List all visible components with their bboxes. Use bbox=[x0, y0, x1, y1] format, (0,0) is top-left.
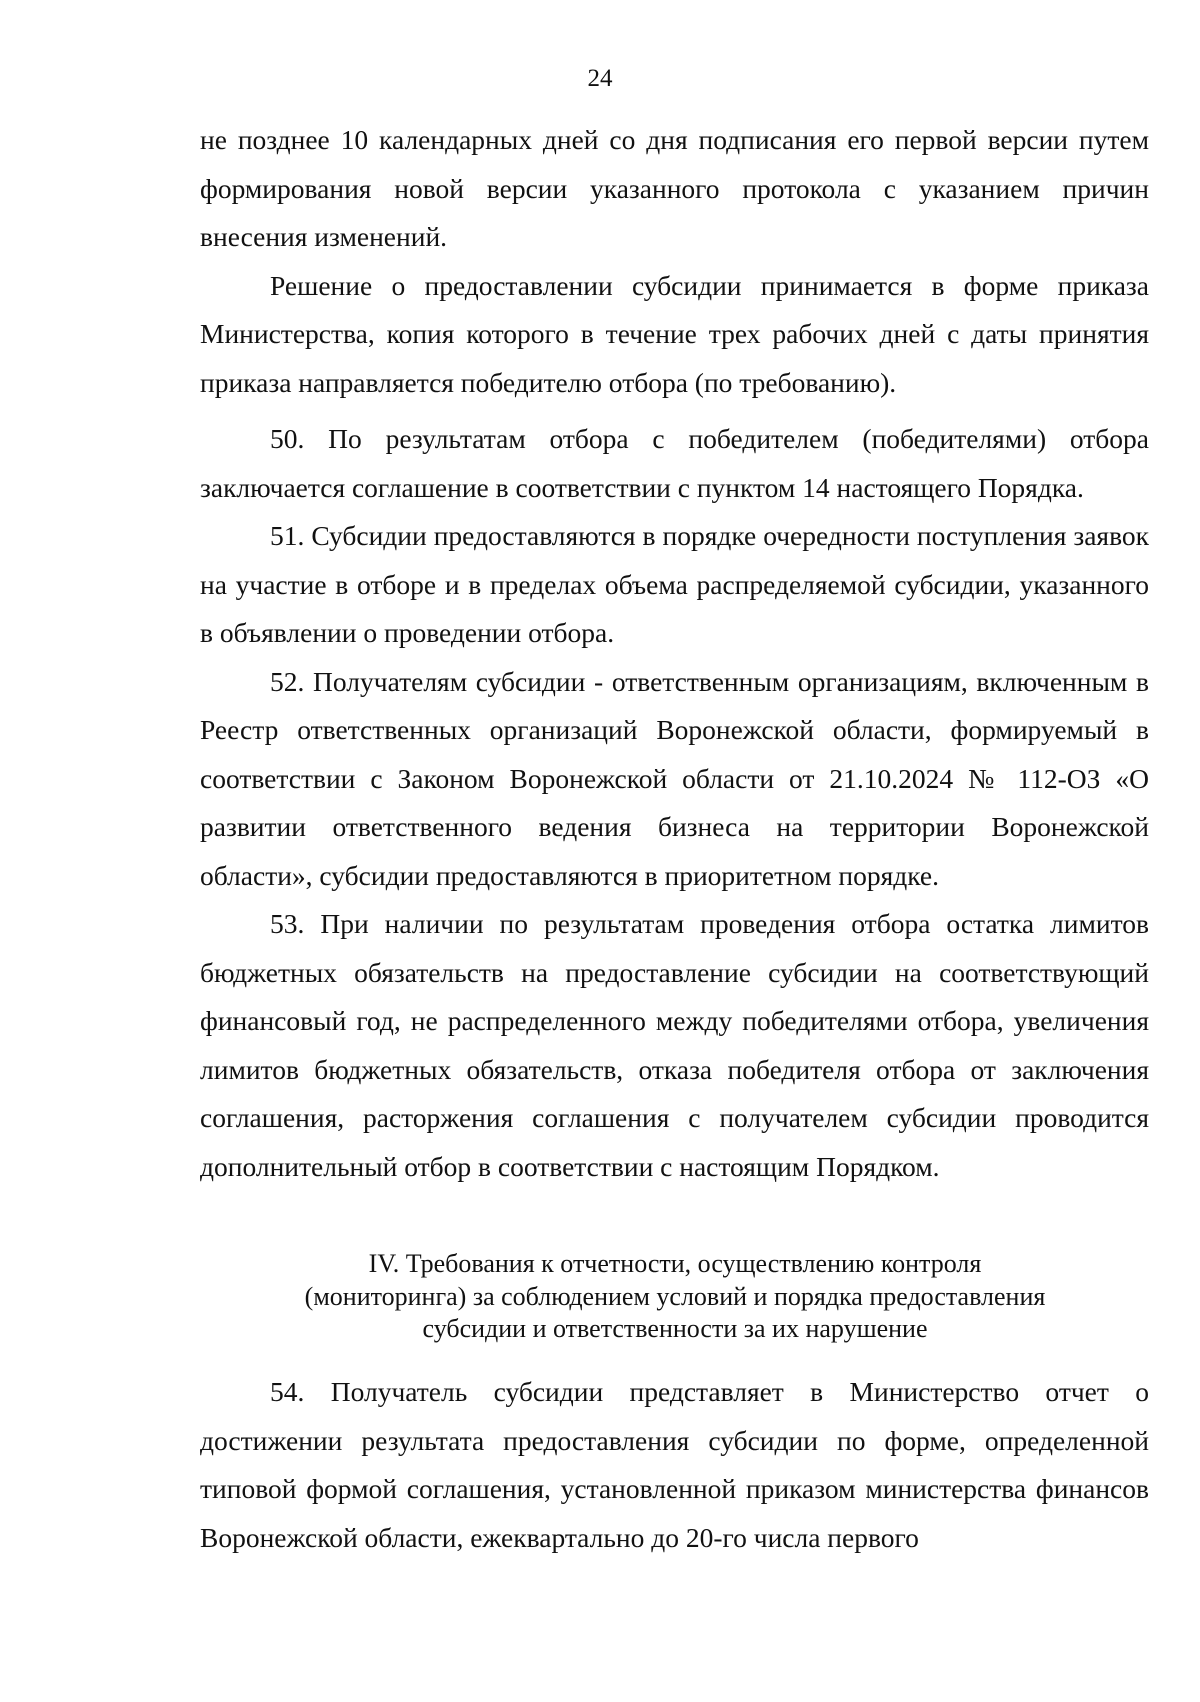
paragraph-51: 51. Субсидии предоставляются в порядке очередности поступления заявок на участие в отборе и в пределах объема распределяемой субсидии, указанного в объявлении о проведении отбора. bbox=[200, 520, 1149, 648]
paragraph-54: 54. Получатель субсидии представляет в Министерство отчет о достижении результата предоставления субсидии по форме, определенной типовой формой соглашения, установленной приказом министерства финансов Воронежской области, ежеквартально до 20-го числа первого bbox=[200, 1376, 1149, 1553]
document-body bbox=[200, 116, 1149, 1191]
paragraph-50: 50. По результатам отбора с победителем (победителями) отбора заключается соглашение в соответствии с пунктом 14 настоящего Порядка. bbox=[200, 423, 1149, 503]
paragraph-continuation: не позднее 10 календарных дней со дня подписания его первой версии путем формирования новой версии указанного протокола с указанием причин внесения изменений. bbox=[200, 124, 1149, 252]
section-heading-line: (мониторинга) за соблюдением условий и порядка предоставления bbox=[304, 1281, 1046, 1311]
document-body-after-heading bbox=[200, 1368, 1149, 1562]
paragraph-52: 52. Получателям субсидии - ответственным организациям, включенным в Реестр ответственных организаций Воронежской области, формируемый в соответствии с Законом Воронежской области от 21.10.2024 № 112-ОЗ «О развитии ответственного ведения бизнеса на территории Воронежской области», субсидии предоставляются в приоритетном порядке. bbox=[200, 665, 1149, 891]
paragraph-53: 53. При наличии по результатам проведения отбора остатка лимитов бюджетных обязательств на предоставление субсидии на соответствующий финансовый год, не распределенного между победителями отбора, увеличения лимитов бюджетных обязательств, отказа победителя отбора от заключения соглашения, расторжения соглашения с получателем субсидии проводится дополнительный отбор в соответствии с настоящим Порядком. bbox=[200, 908, 1149, 1182]
paragraph-decision: Решение о предоставлении субсидии принимается в форме приказа Министерства, копия которого в течение трех рабочих дней с даты принятия приказа направляется победителю отбора (по требованию). bbox=[200, 269, 1149, 398]
section-heading bbox=[250, 1248, 1100, 1346]
section-heading-line: IV. Требования к отчетности, осуществлению контроля bbox=[368, 1249, 982, 1278]
page-number: 24 bbox=[587, 65, 613, 92]
section-heading-line: субсидии и ответственности за их нарушение bbox=[422, 1314, 928, 1343]
